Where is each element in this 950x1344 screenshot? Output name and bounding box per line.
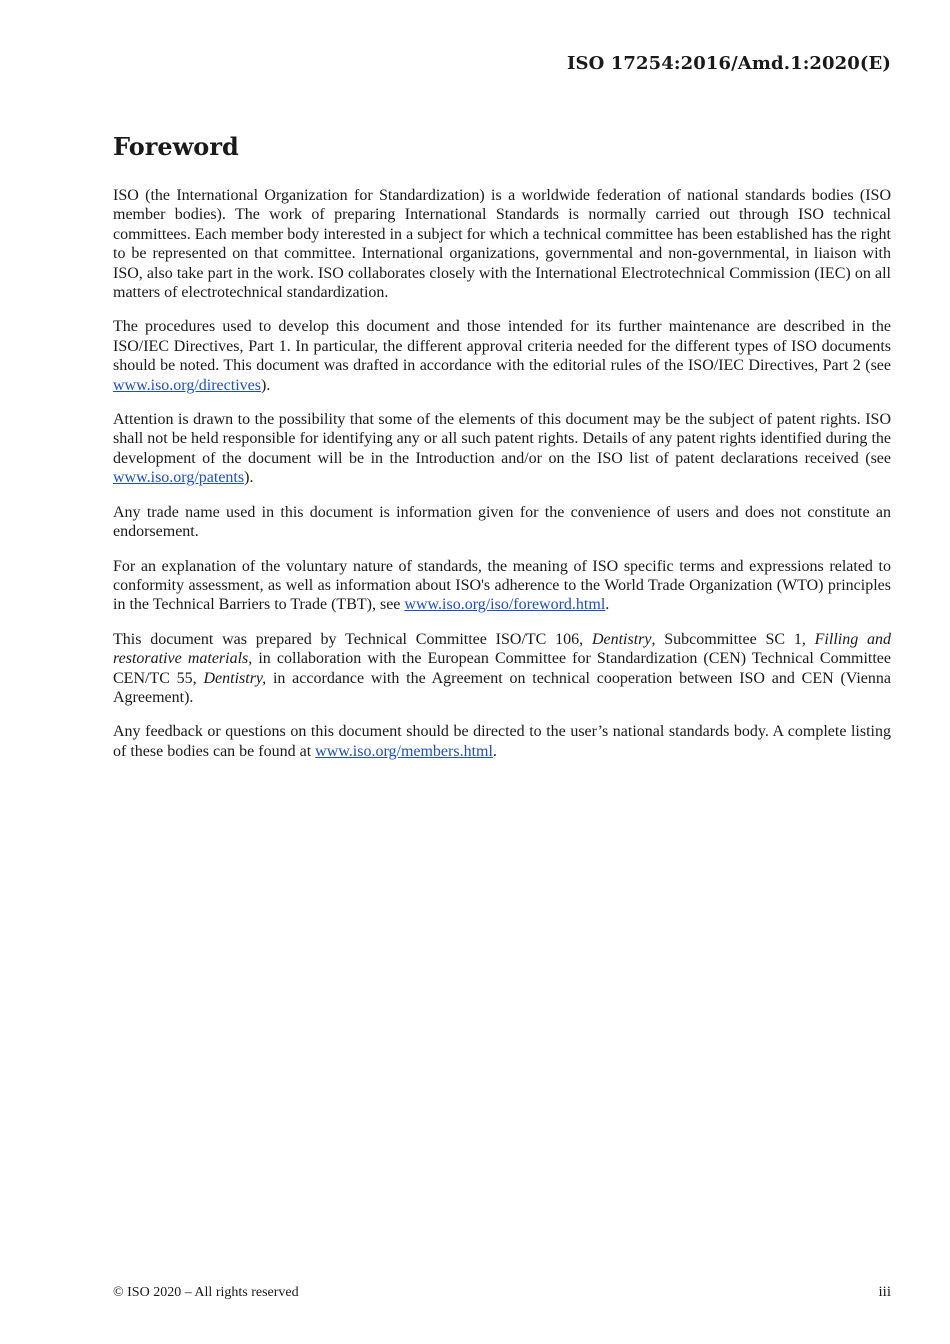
paragraph-feedback (113, 722, 891, 761)
paragraph-end: . (492, 742, 497, 760)
paragraph-text: This document was prepared by Technical Committee ISO/TC 106, (113, 630, 592, 648)
members-link[interactable]: www.iso.org/members.html (315, 742, 493, 760)
copyright-notice: © ISO 2020 – All rights reserved (113, 1285, 299, 1300)
directives-link[interactable]: www.iso.org/directives (113, 376, 261, 394)
paragraph-voluntary-nature (113, 557, 891, 615)
paragraph-end: ). (244, 469, 254, 487)
page-number: iii (878, 1284, 891, 1300)
paragraph-text: , Subcommittee SC 1, (651, 630, 815, 648)
patents-link[interactable]: www.iso.org/patents (113, 469, 245, 487)
foreword-link[interactable]: www.iso.org/iso/foreword.html (404, 596, 606, 614)
paragraph-text: in accordance with the Agreement on technical cooperation between ISO and CEN (Vienna Agreement). (113, 669, 892, 706)
paragraph-iso-overview: ISO (the International Organization for Standardization) is a worldwide federation of national standards bodies (ISO member bodies). The work of preparing International Standards is normally carried out through ISO technical committees. Each member body interested in a subject for which a technical committee has been established has the right to be represented on that committee. International organizations, governmental and non-governmental, in liaison with ISO, also take part in the work. ISO collaborates closely with the International Electrotechnical Commission (IEC) on all matters of electrotechnical standardization. (113, 187, 891, 302)
page-title: Foreword (113, 132, 239, 161)
cen-committee-name-italic: Dentistry, (203, 669, 267, 687)
paragraph-end: ). (260, 376, 271, 394)
document-code: ISO 17254:2016/Amd.1:2020(E) (567, 53, 891, 74)
paragraph-procedures (113, 317, 891, 395)
foreword-body (113, 186, 891, 776)
paragraph-end: . (605, 596, 610, 614)
subcommittee-name-italic: Filling and restorative materials, (113, 630, 892, 668)
committee-name-italic: Dentistry (591, 630, 652, 648)
paragraph-text: in collaboration with the European Committee for Standardization (CEN) Technical Committee CEN/TC 55, (113, 650, 892, 687)
paragraph-patents (113, 410, 891, 488)
paragraph-committee (113, 630, 891, 708)
paragraph-trade-name: Any trade name used in this document is information given for the convenience of users and does not constitute an endorsement. (113, 503, 891, 541)
paragraph-text: For an explanation of the voluntary nature of standards, the meaning of ISO specific terms and expressions related to conformity assessment, as well as information about ISO's adherence to the World Trade Organization (WTO) principles in the Technical Barriers to Trade (TBT), see (113, 557, 891, 614)
paragraph-text: The procedures used to develop this document and those intended for its further maintenance are described in the ISO/IEC Directives, Part 1. In particular, the different approval criteria needed for the different types of ISO documents should be noted. This document was drafted in accordance with the editorial rules of the ISO/IEC Directives, Part 2 (see (113, 318, 891, 375)
paragraph-text: Attention is drawn to the possibility that some of the elements of this document may be the subject of patent rights. ISO shall not be held responsible for identifying any or all such patent rights. Details of any patent rights identified during the development of the document will be in the Introduction and/or on the ISO list of patent declarations received (see (113, 411, 891, 467)
paragraph-text: Any feedback or questions on this document should be directed to the user’s national standards body. A complete listing of these bodies can be found at (113, 723, 891, 760)
